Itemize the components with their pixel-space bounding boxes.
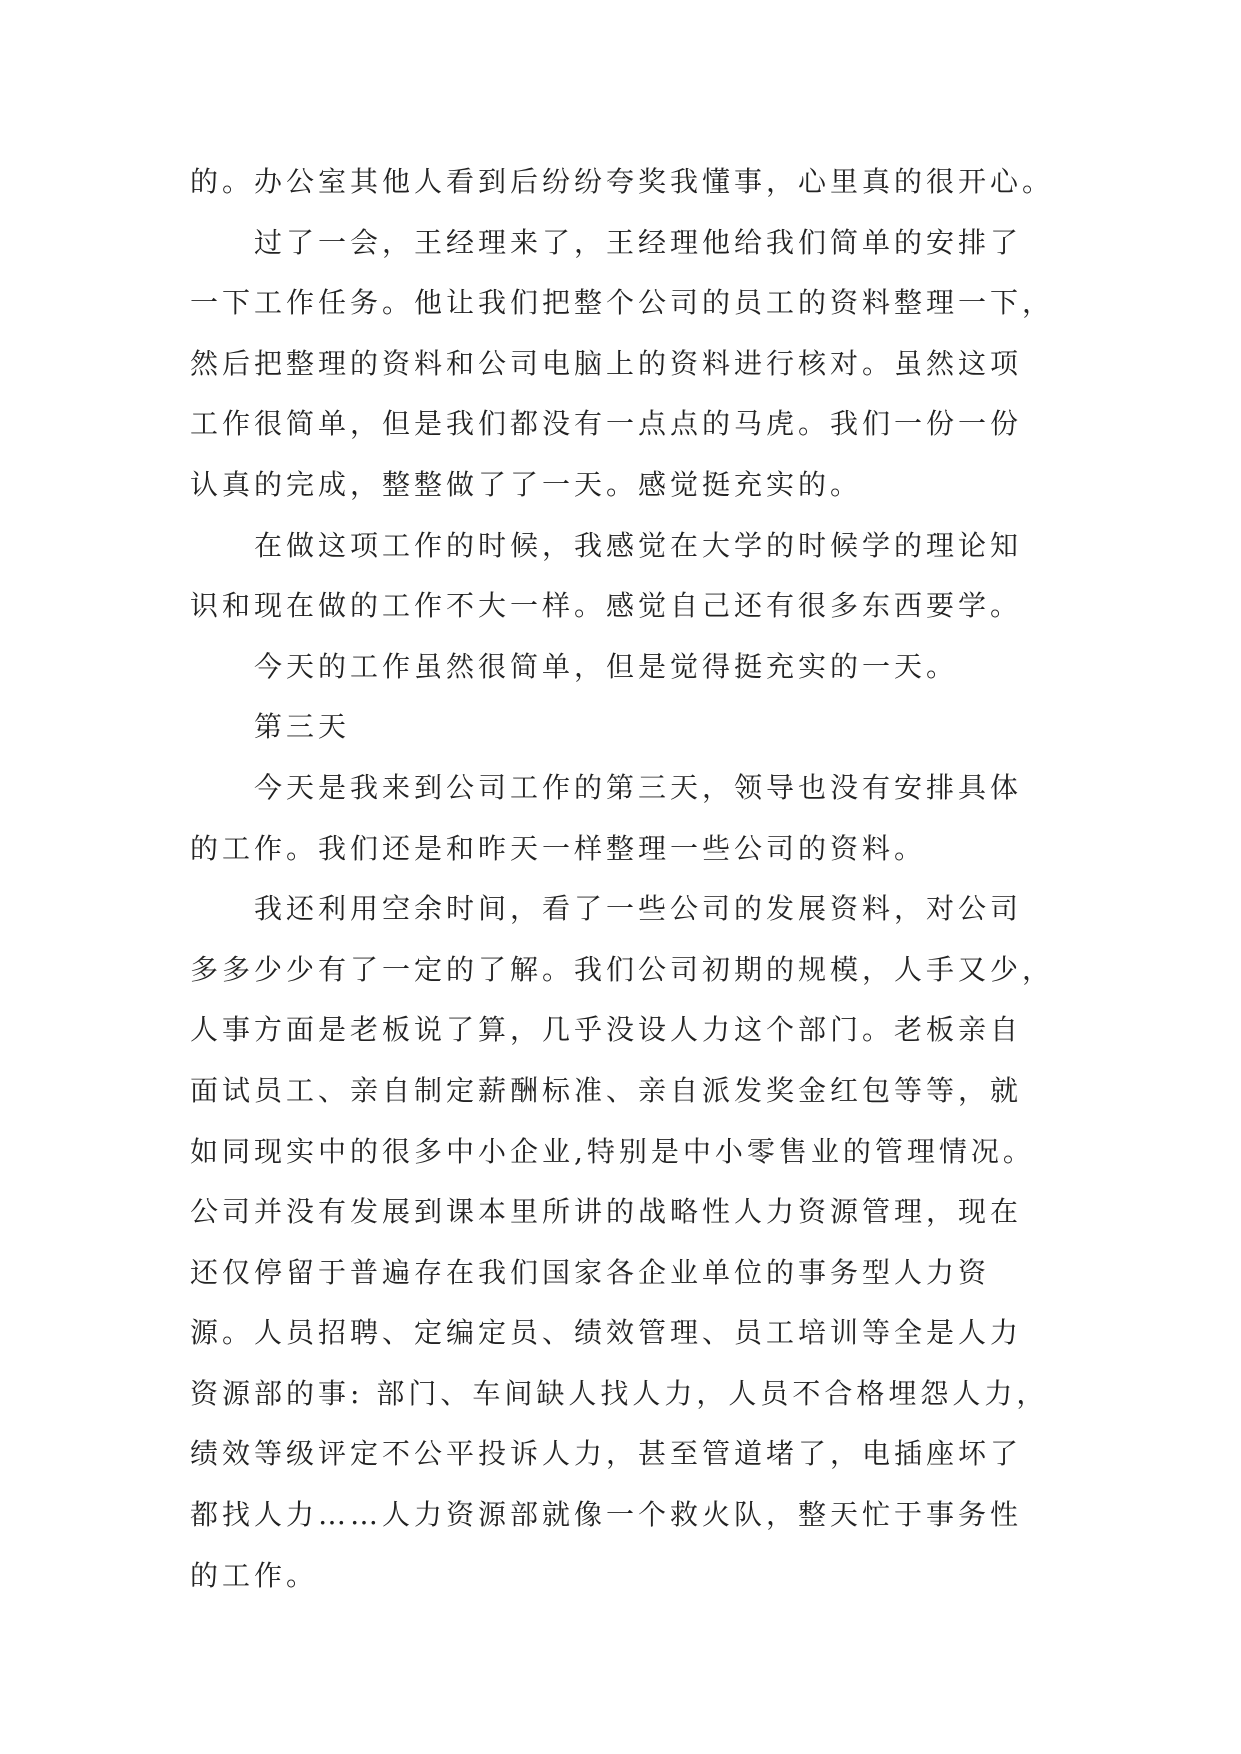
document-page bbox=[190, 152, 1090, 1606]
text-line: 都找人力……人力资源部就像一个救火队，整天忙于事务性 bbox=[190, 1498, 1023, 1532]
text-line: 资源部的事: 部门、车间缺人找人力，人员不合格埋怨人力， bbox=[190, 1376, 1049, 1410]
text-line: 公司并没有发展到课本里所讲的战略性人力资源管理，现在 bbox=[190, 1195, 1023, 1229]
text-line: 绩效等级评定不公平投诉人力，甚至管道堵了，电插座坏了 bbox=[190, 1437, 1023, 1471]
text-line: 今天是我来到公司工作的第三天，领导也没有安排具体 bbox=[254, 770, 1023, 804]
text-line: 源。人员招聘、定编定员、绩效管理、员工培训等全是人力 bbox=[190, 1316, 1023, 1350]
text-line: 面试员工、亲自制定薪酬标准、亲自派发奖金红包等等，就 bbox=[190, 1073, 1023, 1107]
text-line: 如同现实中的很多中小企业,特别是中小零售业的管理情况。 bbox=[190, 1134, 1035, 1168]
text-line: 人事方面是老板说了算，几乎没设人力这个部门。老板亲自 bbox=[190, 1013, 1023, 1047]
text-line: 过了一会，王经理来了，王经理他给我们简单的安排了 bbox=[254, 225, 1023, 259]
text-line: 一下工作任务。他让我们把整个公司的员工的资料整理一下， bbox=[190, 286, 1055, 320]
text-line: 我还利用空余时间，看了一些公司的发展资料，对公司 bbox=[254, 892, 1023, 926]
section-heading: 第三天 bbox=[254, 710, 351, 744]
text-line: 的工作。我们还是和昨天一样整理一些公司的资料。 bbox=[190, 831, 927, 865]
text-line: 认真的完成，整整做了了一天。感觉挺充实的。 bbox=[190, 467, 863, 501]
text-line: 识和现在做的工作不大一样。感觉自己还有很多东西要学。 bbox=[190, 589, 1023, 623]
text-line: 还仅停留于普遍存在我们国家各企业单位的事务型人力资 bbox=[190, 1255, 991, 1289]
text-line: 多多少少有了一定的了解。我们公司初期的规模，人手又少， bbox=[190, 952, 1055, 986]
text-line: 的工作。 bbox=[190, 1558, 319, 1592]
text-line: 然后把整理的资料和公司电脑上的资料进行核对。虽然这项 bbox=[190, 346, 1023, 380]
text-line: 的。办公室其他人看到后纷纷夸奖我懂事，心里真的很开心。 bbox=[190, 165, 1055, 198]
text-line: 今天的工作虽然很简单，但是觉得挺充实的一天。 bbox=[254, 649, 959, 683]
text-line: 在做这项工作的时候，我感觉在大学的时候学的理论知 bbox=[254, 528, 1023, 562]
text-line: 工作很简单，但是我们都没有一点点的马虎。我们一份一份 bbox=[190, 407, 1023, 441]
